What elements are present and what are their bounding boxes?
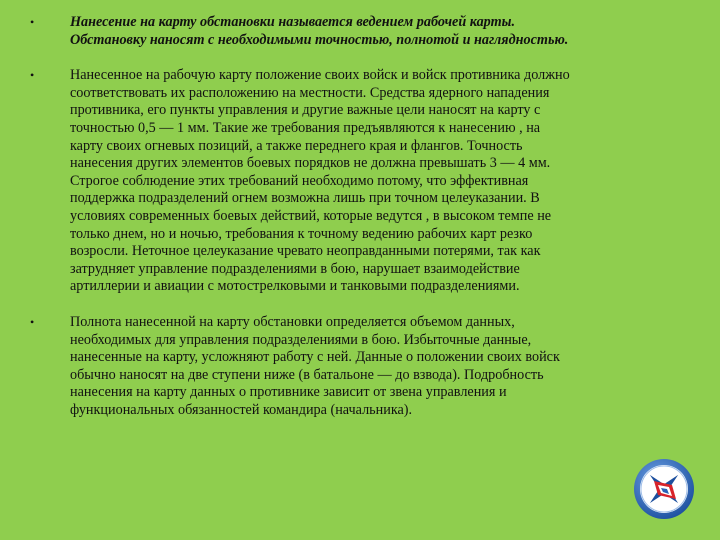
bullet-marker: • (30, 15, 35, 29)
bullet-text: Полнота нанесенной на карту обстановки определяется объемом данных, необходимых для управления подразделениями в бою. Избыточные данные, нанесенные на карту, усложняют работу с ней. Данные о положении своих войск обычно наносят на две ступени ниже (в батальоне — до взвода). Подробность нанесения на карту данных о противнике зависит от звена управления и функциональных обязанностей командира (начальника). (70, 313, 560, 418)
bullet-marker: • (30, 68, 35, 83)
bullet-text: Нанесенное на рабочую карту положение своих войск и войск противника должно соответствовать их расположению на местности. Средства ядерного нападения противника, его пункты управления и другие важные цели наносят на карту с точностью 0,5 — 1 мм. Такие же требования предъявляются к нанесению , на карту своих огневых позиций, а также переднего края и флангов. Точность нанесения других элементов боевых порядков не должна превышать 3 — 4 мм. Строгое соблюдение этих требований необходимо потому, что эффективная поддержка подразделений огнем возможна лишь при точном целеуказании. В условиях современных боевых действий, которые ведутся , в высоком темпе не только днем, но и ночью, требования к точному ведению рабочих карт резко возросли. Неточное целеуказание чревато неоправданными потерями, так как затрудняет управление подразделениями в бою, нарушает взаимодействие артиллерии и авиации с мотострелковыми и танковыми подразделениями. (70, 67, 570, 295)
bullet-marker: • (30, 314, 35, 329)
compass-emblem-icon (632, 457, 696, 521)
bullet-text: Нанесение на карту обстановки называется ведением рабочей карты. Обстановку наносят с необходимыми точностью, полнотой и наглядностью. (70, 14, 569, 48)
bullet-list (30, 14, 680, 437)
bullet-item-completeness (30, 314, 680, 420)
bullet-item-definition (30, 14, 680, 49)
bullet-item-accuracy (30, 67, 680, 296)
